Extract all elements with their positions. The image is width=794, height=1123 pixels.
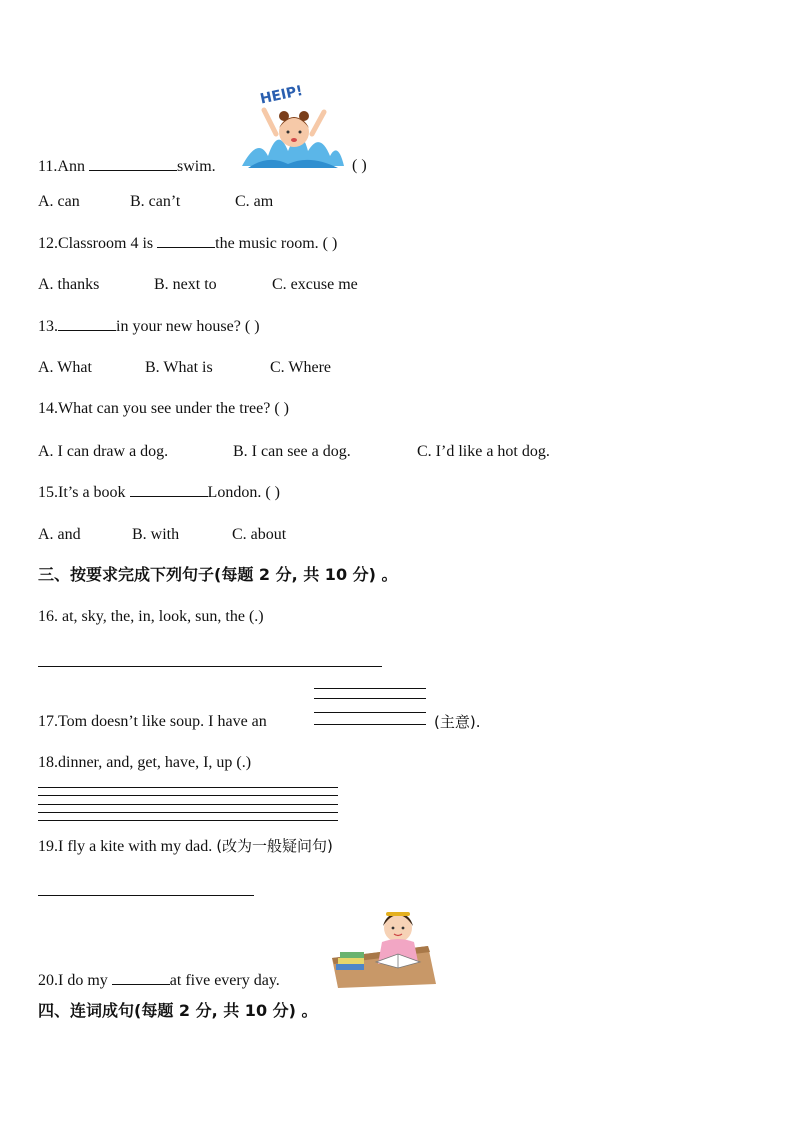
option-c: C. I’d like a hot dog. [417, 443, 550, 460]
swimming-girl-illustration [238, 76, 346, 174]
question-14: 14.What can you see under the tree? ( ) [38, 400, 289, 417]
option-a: A. What [38, 359, 92, 376]
answer-paren: ( ) [352, 157, 367, 174]
question-17-note: (主意). [434, 713, 481, 731]
question-19-text: 19.I fly a kite with my dad. [38, 838, 217, 855]
question-12-text-end: the music room. ( ) [215, 235, 338, 252]
answer-line[interactable] [38, 787, 338, 788]
question-18: 18.dinner, and, get, have, I, up (.) [38, 754, 252, 771]
option-a: A. I can draw a dog. [38, 443, 169, 460]
answer-line[interactable] [314, 724, 426, 725]
option-c: C. about [232, 526, 287, 543]
question-19-note: (改为一般疑问句) [216, 837, 333, 855]
option-b: B. What is [145, 359, 213, 376]
answer-blank[interactable] [58, 316, 116, 331]
question-12-text: 12.Classroom 4 is [38, 235, 158, 252]
answer-line[interactable] [38, 812, 338, 813]
answer-blank[interactable] [112, 970, 170, 985]
option-c: C. Where [270, 359, 332, 376]
answer-line[interactable] [38, 666, 382, 667]
question-15 [38, 482, 280, 503]
answer-blank[interactable] [130, 482, 208, 497]
help-text: HEIP! [258, 82, 305, 108]
option-c: C. am [235, 193, 274, 210]
question-11-text-end: swim. [176, 158, 216, 175]
answer-line[interactable] [314, 712, 426, 713]
question-13 [38, 316, 260, 337]
answer-line[interactable] [38, 804, 338, 805]
answer-blank[interactable] [157, 233, 215, 248]
question-11-text: 11.Ann [38, 158, 89, 175]
option-b: B. next to [154, 276, 217, 293]
answer-line[interactable] [38, 795, 338, 796]
question-17: 17.Tom doesn’t like soup. I have an [38, 713, 267, 730]
answer-line[interactable] [38, 895, 254, 896]
option-b: B. I can see a dog. [233, 443, 351, 460]
question-13-text: 13. [38, 318, 58, 335]
option-a: A. can [38, 193, 80, 210]
question-11 [38, 156, 216, 177]
question-20-text: 20.I do my [38, 972, 112, 989]
question-20-text-end: at five every day. [169, 972, 280, 989]
option-a: A. and [38, 526, 81, 543]
question-16: 16. at, sky, the, in, look, sun, the (.) [38, 608, 264, 625]
question-12 [38, 233, 337, 254]
option-c: C. excuse me [272, 276, 358, 293]
question-13-text-end: in your new house? ( ) [116, 318, 260, 335]
question-19 [38, 836, 333, 857]
option-b: B. can’t [130, 193, 181, 210]
answer-blank[interactable] [89, 156, 177, 171]
answer-line[interactable] [38, 820, 338, 821]
question-20 [38, 970, 280, 991]
option-b: B. with [132, 526, 180, 543]
section-3-heading: 三、按要求完成下列句子(每题 2 分, 共 10 分) 。 [38, 565, 398, 584]
section-4-heading: 四、连词成句(每题 2 分, 共 10 分) 。 [38, 1001, 318, 1020]
answer-line[interactable] [314, 688, 426, 689]
question-15-text-end: London. ( ) [207, 484, 280, 501]
homework-girl-illustration [328, 906, 438, 988]
question-15-text: 15.It’s a book [38, 484, 130, 501]
answer-line[interactable] [314, 698, 426, 699]
option-a: A. thanks [38, 276, 100, 293]
